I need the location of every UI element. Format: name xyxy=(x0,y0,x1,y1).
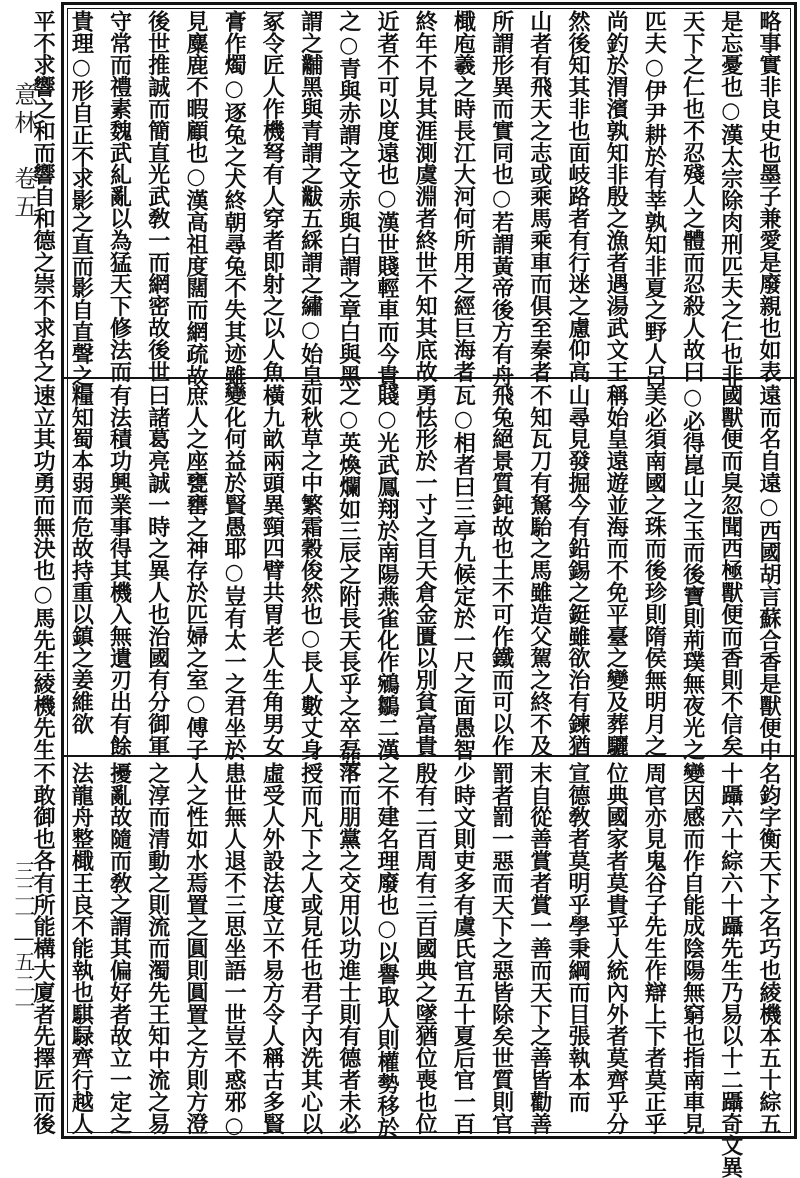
panel-divider xyxy=(64,377,794,379)
panel-text: 遠而名自遠○西國胡言蘇合香是獸便中 國獸便而臭忽聞西極獸便而香則不信矣 ○必得崑山之玉而後寶則荊璞無夜光之 美必須南國之珠而後珍則隋侯無明月之 稱始皇遠遊並海而不免平臺之變及葬驪 山尋見發掘今有鉛錫之鋌雖欲治有鍊猶 不知瓦刀有駑駘之馬雖造父駕之終不及 飛兔絕景質鈍故也土不可作鐵而可以作 瓦○相者曰三亭九候定於一尺之面愚智 勇怯形於一寸之目天倉金匱以別貧富貴 賤○光武鳳翔於南陽燕雀化作鵷鶵二漢 之○英煥爛如三辰之附長天長乎之卒磊落 如秋草之中繁霜穀俊然也○長人數丈身 橫九畝兩頭異頸四臂共胃老人生角男女 變化何益於賢愚耶○豈有太一之君坐於 庶人之座甕罋之神存於匹婦之室○傅子 曰諸葛亮誠一時之異人也治國有分御軍 有法積功興業事得其機入無遺刃出有餘 糧知蜀本弱而危故持重以鎮之姜維欲 速立其功勇而無決也○馬先生綾機先生 xyxy=(30,384,782,783)
panel-text: 名鈞字衡天下之名巧也綾機本五十綜五 十躡六十綜六十躡先生乃易以十二躡奇文異 變因感而作自能成陰陽無窮也指南車見 周官亦見鬼谷子先生作辯上下者莫正乎 位典國家者莫貴乎人統內外者莫齊乎分 宣德敎者莫明乎學秉綱而目張執本而 末自從善賞者賞一善而天下之善皆勸善 罰者罰一惡而天下之惡皆除矣世質則官 少時文則吏多有虞氏官五十夏后官一百 殷有二百周有三百國典之墜猶位喪也位 之不建名理廢也○以譽取人則權勢移於 下而朋黨之交用以功進士則有德者未必 授而凡下之人或見任也君子內洗其心以 虛受人外設法度立不易方令人稱古多賢 患世無人退不三思坐語一世豈不惑邪○ 人之性如水焉置之圓則圓置之方則方澄 之淳而清動之則流而濁先王知中流之易 擾亂故隨而敎之謂其偏好者故立一定之 法龍舟整檝王良不能執也騏騄齊行越人 不敢御也各有所能構大廈者先擇匠而後 xyxy=(30,762,782,1178)
panel-text: 略事實非良史也墨子兼愛是廢親也如表 是忘憂也○漢太宗除肉刑匹夫之仁也非 天下之仁也不忍殘人之體而忍殺人故曰 匹夫○伊尹耕於有莘孰知非夏之野人呂 尚釣於渭濱孰知非殷之漁者遇湯武文王 然後知其非也面岐路者有行迷之慮仰高 山者有飛天之志或乘馬乘車而俱至秦者 所謂形異而實同也○若謂黃帝後方有舟 檝庖羲之時長江大河何所用之經巨海者 終年不見其涯測虞淵者終世不知其底故 近者不可以度遠也○漢世賤輕車而今貴 之○青與赤謂之文赤與白謂之章白與黑 謂之黼黑與青謂之黻五綵謂之繡○始皇 冢令匠人作機弩有人穿者即射之以人魚 膏作燭○逐兔之犬終朝尋兔不失其迹雖 見麋鹿不暇顧也○漢高祖度闊而網疏故 後世推誠而簡直光武敎一而網密故後世 守常而禮素魏武糺亂以為猛天下修法而 貴理○形自正不求影之直而影自直聲之 平不求響之和而響自和德之崇不求名之 xyxy=(30,10,782,387)
text-panel-top xyxy=(30,6,794,387)
panel-divider xyxy=(64,755,794,757)
text-panel-middle xyxy=(30,380,794,783)
text-panel-bottom xyxy=(30,758,794,1178)
page-number: 三二一—五二一 xyxy=(12,860,36,1017)
running-title: 意林 卷五 xyxy=(10,82,38,222)
